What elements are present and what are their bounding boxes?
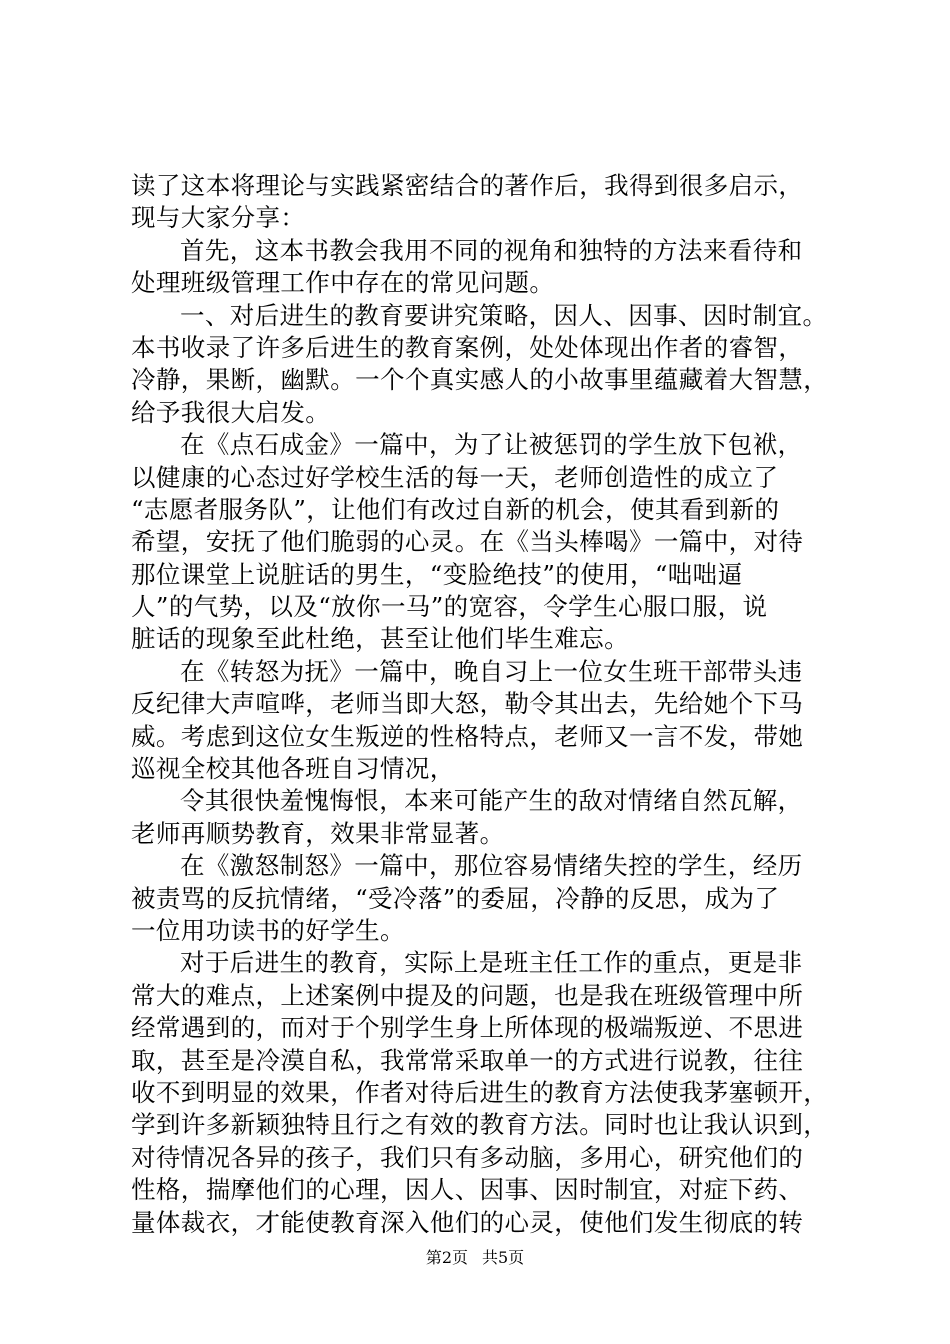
text-line: 威。考虑到这位女生叛逆的性格特点，老师又一言不发，带她 [131, 721, 804, 751]
text-line: 处理班级管理工作中存在的常见问题。 [131, 268, 555, 298]
text-line: 冷静，果断，幽默。一个个真实感人的小故事里蕴藏着大智慧， [131, 365, 829, 395]
page-footer [0, 1248, 950, 1268]
text-line: 给予我很大启发。 [131, 397, 331, 427]
paragraph [131, 170, 831, 235]
text-line: 性格，揣摩他们的心理，因人、因事、因时制宜，对症下药、 [131, 1175, 804, 1205]
text-line: 老师再顺势教育，效果非常显著。 [131, 818, 505, 848]
text-line: 现与大家分享： [131, 203, 306, 233]
text-line: 希望，安抚了他们脆弱的心灵。在《当头棒喝》一篇中，对待 [131, 527, 804, 557]
text-line: 对于后进生的教育，实际上是班主任工作的重点，更是非 [180, 948, 803, 978]
text-line: 读了这本将理论与实践紧密结合的著作后，我得到很多启示， [131, 171, 804, 200]
text-line: 在《激怒制怒》一篇中，那位容易情绪失控的学生，经历 [180, 851, 803, 881]
text-line: 经常遇到的，而对于个别学生身上所体现的极端叛逆、不思进 [131, 1013, 804, 1043]
text-line: 被责骂的反抗情绪，“受冷落”的委屈，冷静的反思，成为了 [131, 883, 780, 913]
text-line: “志愿者服务队”，让他们有改过自新的机会，使其看到新的 [131, 494, 780, 524]
paragraph [131, 947, 831, 1239]
page-number: 第2页 [425, 1248, 468, 1267]
text-line: 令其很快羞愧悔恨，本来可能产生的敌对情绪自然瓦解， [180, 786, 803, 816]
text-line: 学到许多新颖独特且行之有效的教育方法。同时也让我认识到， [131, 1110, 829, 1140]
text-line: 一位用功读书的好学生。 [131, 915, 405, 945]
text-line: 收不到明显的效果，作者对待后进生的教育方法使我茅塞顿开， [131, 1077, 829, 1107]
paragraph [131, 300, 831, 430]
text-line: 巡视全校其他各班自习情况， [131, 754, 455, 784]
text-line: 那位课堂上说脏话的男生，“变脸绝技”的使用，“咄咄逼 [131, 559, 743, 589]
text-line: 人”的气势，以及“放你一马”的宽容，令学生心服口服，说 [131, 592, 768, 622]
text-line: 取，甚至是冷漠自私，我常常采取单一的方式进行说教，往往 [131, 1045, 804, 1075]
paragraph [131, 235, 831, 300]
text-line: 以健康的心态过好学校生活的每一天，老师创造性的成立了 [131, 462, 779, 492]
text-line: 在《转怒为抚》一篇中，晚自习上一位女生班干部带头违 [180, 656, 803, 686]
paragraph [131, 850, 831, 947]
text-line: 常大的难点，上述案例中提及的问题，也是我在班级管理中所 [131, 980, 804, 1010]
text-line: 首先，这本书教会我用不同的视角和独特的方法来看待和 [180, 235, 803, 265]
paragraph [131, 656, 831, 786]
paragraph [131, 429, 831, 656]
text-line: 脏话的现象至此杜绝，甚至让他们毕生难忘。 [131, 624, 629, 654]
text-line: 对待情况各异的孩子，我们只有多动脑，多用心，研究他们的 [131, 1142, 804, 1172]
text-line: 反纪律大声喧哗，老师当即大怒，勒令其出去，先给她个下马 [131, 689, 804, 719]
paragraph [131, 785, 831, 850]
document-body [131, 170, 831, 1239]
text-line: 本书收录了许多后进生的教育案例，处处体现出作者的睿智， [131, 332, 804, 362]
page-total: 共5页 [482, 1248, 525, 1267]
text-line: 量体裁衣，才能使教育深入他们的心灵，使他们发生彻底的转 [131, 1207, 804, 1237]
text-line: 在《点石成金》一篇中，为了让被惩罚的学生放下包袱， [180, 430, 803, 460]
text-line: 一、对后进生的教育要讲究策略，因人、因事、因时制宜。 [180, 300, 828, 330]
